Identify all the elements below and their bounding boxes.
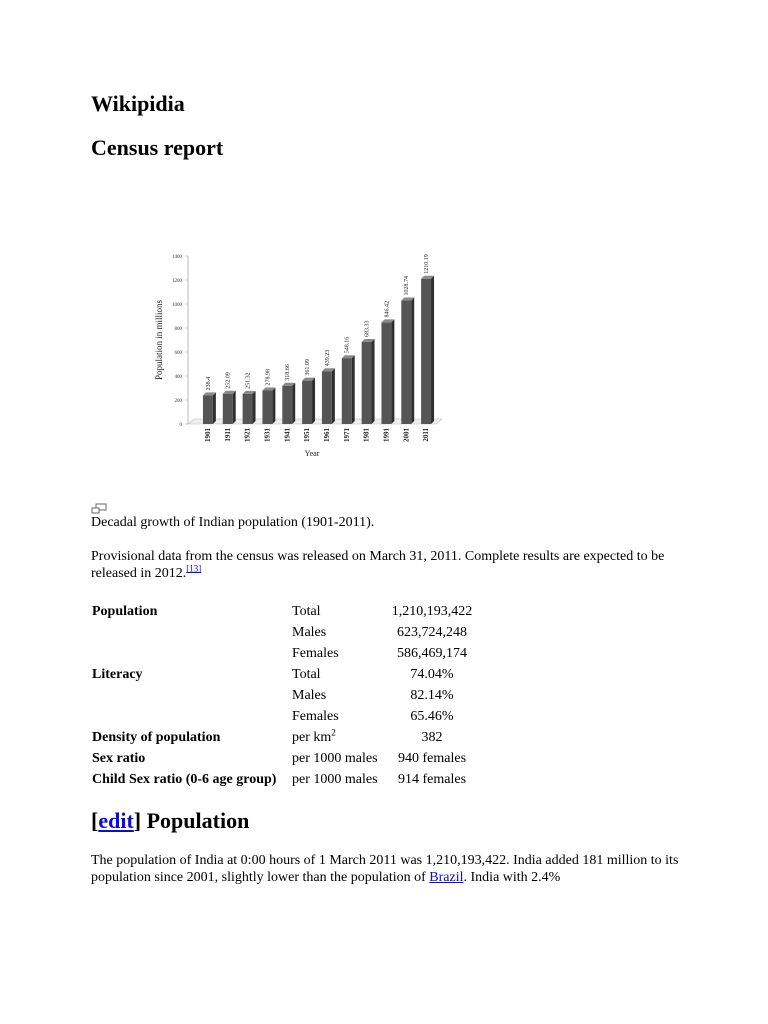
bar	[262, 391, 272, 424]
x-tick-label: 2011	[422, 428, 431, 442]
density-value: 382	[421, 730, 443, 745]
brazil-link[interactable]: Brazil	[429, 870, 464, 885]
bar-side	[372, 339, 375, 424]
x-tick-label: 1961	[322, 428, 331, 442]
bar	[282, 386, 292, 424]
census-stats-table	[90, 601, 476, 790]
bar	[362, 342, 372, 424]
bar-value-label: 683.33	[364, 320, 371, 338]
population-females-label: Females	[292, 646, 339, 661]
y-tick-label: 1000	[172, 303, 182, 308]
literacy-total-label: Total	[292, 667, 321, 682]
table-row	[90, 769, 476, 790]
bar-side	[233, 391, 236, 424]
edit-section-link[interactable]: edit	[98, 808, 134, 833]
literacy-females-value: 65.46%	[410, 709, 454, 724]
population-total-value: 1,210,193,422	[391, 604, 473, 619]
bar	[302, 381, 312, 424]
section-title: Population	[146, 808, 250, 833]
bar-side	[431, 276, 434, 424]
y-axis-label: Population in millions	[154, 299, 164, 381]
section-heading-population: [edit] Population	[91, 808, 250, 833]
x-tick-label: 1981	[362, 428, 371, 442]
literacy-total-value: 74.04%	[410, 667, 454, 682]
population-chart	[148, 244, 448, 464]
sex-ratio-value: 940 females	[397, 751, 467, 766]
y-tick-label: 1200	[172, 279, 182, 284]
bar-value-label: 238.4	[205, 376, 212, 391]
population-females-value: 586,469,174	[397, 646, 467, 661]
child-sex-ratio-unit: per 1000 males	[292, 772, 378, 787]
bar-value-label: 548.16	[344, 336, 351, 354]
bar	[342, 358, 352, 424]
bar-side	[411, 298, 414, 424]
density-label: Density of population	[92, 730, 221, 745]
bar-side	[272, 388, 275, 424]
bar-value-label: 361.09	[305, 359, 312, 376]
bar-value-label: 278.98	[265, 369, 272, 386]
bar	[243, 394, 253, 424]
sex-ratio-unit: per 1000 males	[292, 751, 378, 766]
y-tick-label: 0	[179, 423, 182, 428]
bar	[203, 395, 213, 424]
child-sex-ratio-value: 914 females	[397, 772, 467, 787]
page-title: Census report	[91, 135, 224, 160]
bar-value-label: 1028.74	[404, 276, 411, 296]
population-males-value: 623,724,248	[397, 625, 467, 640]
x-tick-label: 1901	[203, 428, 212, 442]
literacy-females-label: Females	[292, 709, 339, 724]
bar	[381, 322, 391, 424]
reference-13-link[interactable]: [13]	[186, 563, 202, 574]
x-tick-label: 1931	[263, 428, 272, 442]
x-tick-label: 1951	[303, 428, 312, 442]
y-tick-label: 400	[174, 375, 182, 380]
table-row	[90, 664, 476, 685]
bar-side	[292, 383, 295, 424]
bar-value-label: 846.42	[384, 300, 391, 318]
y-tick-label: 800	[174, 327, 182, 332]
bar-value-label: 1210.19	[424, 254, 431, 274]
bar-value-label: 318.66	[285, 364, 292, 381]
bar-value-label: 251.32	[245, 372, 252, 389]
child-sex-ratio-label: Child Sex ratio (0-6 age group)	[92, 772, 277, 787]
density-unit: per $km^2$	[292, 727, 336, 745]
bar-side	[332, 368, 335, 424]
bar-side	[213, 392, 216, 424]
y-tick-label: 600	[174, 351, 182, 356]
y-tick-label: 1400	[172, 255, 182, 260]
table-row	[90, 643, 476, 664]
chart-caption: Decadal growth of Indian population (1901-2011).	[91, 515, 375, 530]
x-tick-label: 1991	[382, 428, 391, 442]
literacy-males-label: Males	[292, 688, 327, 703]
provisional-text: Provisional data from the census was released on March 31, 2011. Complete results are expected to be released in 2012.	[91, 549, 665, 581]
table-row	[90, 706, 476, 727]
table-row	[90, 622, 476, 643]
bar	[223, 394, 233, 424]
literacy-label: Literacy	[92, 667, 143, 682]
bar	[421, 279, 431, 424]
bar-side	[352, 355, 355, 424]
table-row	[90, 601, 476, 622]
x-tick-label: 2001	[402, 428, 411, 442]
chart-svg	[148, 244, 448, 464]
bar-side	[312, 378, 315, 424]
provisional-paragraph	[91, 548, 691, 582]
population-label: Population	[92, 604, 158, 619]
x-tick-label: 1971	[342, 428, 351, 442]
x-tick-label: 1921	[243, 428, 252, 442]
site-title: Wikipidia	[91, 91, 185, 116]
table-row	[90, 727, 476, 748]
x-tick-label: 1911	[223, 428, 232, 442]
bar	[322, 371, 332, 424]
x-axis-label: Year	[304, 449, 320, 458]
table-row	[90, 748, 476, 769]
bar	[401, 301, 411, 424]
bar-value-label: 439.23	[324, 349, 331, 367]
population-males-label: Males	[292, 625, 327, 640]
table-row	[90, 685, 476, 706]
x-tick-label: 1941	[283, 428, 292, 442]
y-tick-label: 200	[174, 399, 182, 404]
bar-value-label: 252.09	[225, 372, 232, 389]
bar-side	[391, 319, 394, 424]
sex-ratio-label: Sex ratio	[92, 751, 146, 766]
population-total-label: Total	[292, 604, 321, 619]
bar-side	[253, 391, 256, 424]
population-paragraph: The population of India at 0:00 hours of 1 March 2011 was 1,210,193,422. India added 181 million to its population since 2001, slightly lower than the population of Brazil. India with 2.4%	[91, 853, 679, 885]
literacy-males-value: 82.14%	[410, 688, 454, 703]
